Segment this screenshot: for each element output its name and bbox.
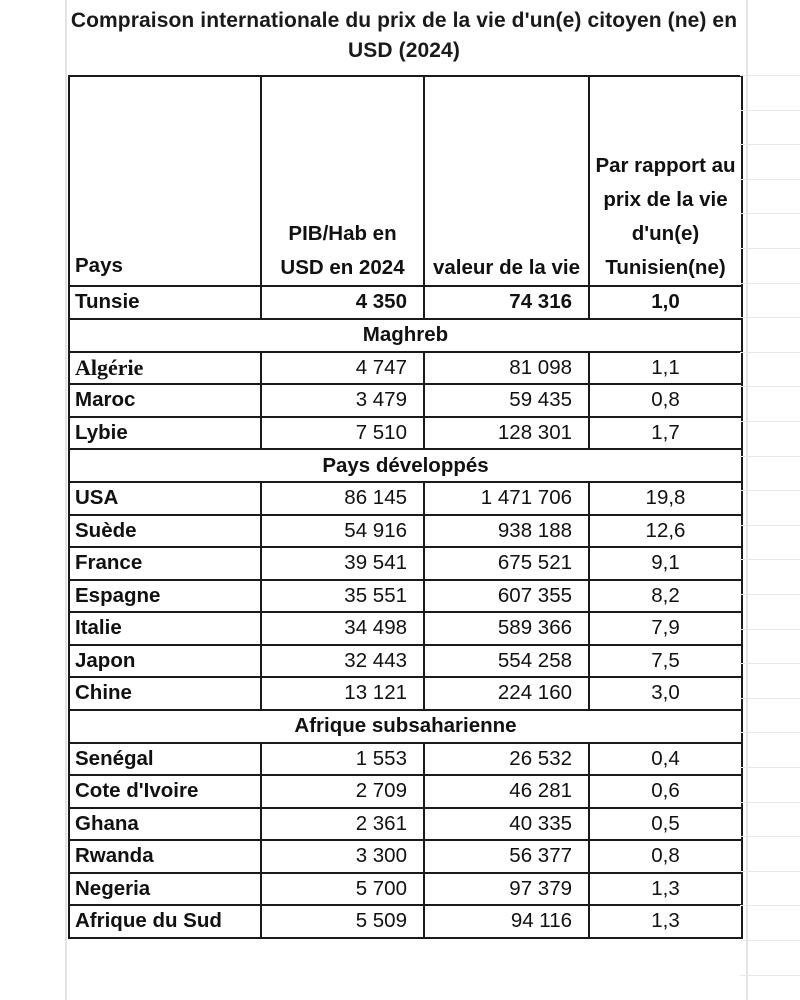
table-row [69,482,742,515]
country-cell[interactable]: Negeria [69,873,261,906]
country-cell[interactable]: Afrique du Sud [69,905,261,938]
value-cell[interactable]: 94 116 [424,905,589,938]
value-cell[interactable]: 224 160 [424,677,589,710]
sheet-gridline [740,525,800,526]
value-cell[interactable]: 589 366 [424,612,589,645]
value-cell[interactable]: 938 188 [424,515,589,548]
gdp-cell[interactable]: 7 510 [261,417,424,450]
ratio-cell[interactable]: 7,5 [589,645,742,678]
country-cell[interactable]: Japon [69,645,261,678]
sheet-gridline [740,698,800,699]
table-row [69,645,742,678]
table-row [69,547,742,580]
sheet-gridline [740,940,800,941]
table-row [69,384,742,417]
value-cell[interactable]: 26 532 [424,743,589,776]
ratio-cell[interactable]: 0,8 [589,384,742,417]
ratio-cell[interactable]: 0,6 [589,775,742,808]
value-cell[interactable]: 97 379 [424,873,589,906]
header-value[interactable]: valeur de la vie [424,76,589,286]
gdp-cell[interactable]: 4 350 [261,286,424,319]
value-cell[interactable]: 675 521 [424,547,589,580]
gdp-cell[interactable]: 3 300 [261,840,424,873]
section-header-row [69,710,742,743]
sheet-gridline [740,421,800,422]
country-cell[interactable]: Espagne [69,580,261,613]
sheet-gridline [740,144,800,145]
gdp-cell[interactable]: 35 551 [261,580,424,613]
ratio-cell[interactable]: 0,4 [589,743,742,776]
header-row [69,76,742,286]
table-row [69,775,742,808]
country-cell[interactable]: Chine [69,677,261,710]
table-row [69,873,742,906]
table-row [69,580,742,613]
table-row [69,840,742,873]
country-cell[interactable]: Lybie [69,417,261,450]
table-row [69,905,742,938]
sheet-gridline [740,802,800,803]
header-gdp[interactable]: PIB/Hab en USD en 2024 [261,76,424,286]
value-cell[interactable]: 56 377 [424,840,589,873]
country-cell[interactable]: France [69,547,261,580]
ratio-cell[interactable]: 1,3 [589,905,742,938]
sheet-gridline [740,110,800,111]
sheet-gridline [740,594,800,595]
gdp-cell[interactable]: 39 541 [261,547,424,580]
gdp-cell[interactable]: 5 509 [261,905,424,938]
value-cell[interactable]: 74 316 [424,286,589,319]
sheet-gridline [740,975,800,976]
sheet-gridline [740,283,800,284]
country-cell[interactable]: Ghana [69,808,261,841]
sheet-gridline [740,75,800,76]
section-label[interactable]: Afrique subsaharienne [69,710,742,743]
ratio-cell[interactable]: 8,2 [589,580,742,613]
value-cell[interactable]: 40 335 [424,808,589,841]
gdp-cell[interactable]: 86 145 [261,482,424,515]
ratio-cell[interactable]: 1,1 [589,352,742,385]
gdp-cell[interactable]: 5 700 [261,873,424,906]
section-header-row [69,319,742,352]
gdp-cell[interactable]: 2 361 [261,808,424,841]
sheet-gridline [746,0,748,1000]
sheet-gridline [740,836,800,837]
sheet-gridline [740,663,800,664]
sheet-gridline [740,559,800,560]
sheet-gridline [65,0,67,1000]
gdp-cell[interactable]: 34 498 [261,612,424,645]
value-cell[interactable]: 607 355 [424,580,589,613]
sheet-gridline [740,629,800,630]
table-row [69,677,742,710]
table-row [69,352,742,385]
ratio-cell[interactable]: 1,7 [589,417,742,450]
country-cell[interactable]: Maroc [69,384,261,417]
section-header-row [69,449,742,482]
ratio-cell[interactable]: 0,5 [589,808,742,841]
sheet-gridline [740,871,800,872]
header-country[interactable]: Pays [69,76,261,286]
sheet-gridline [740,905,800,906]
ratio-cell[interactable]: 7,9 [589,612,742,645]
sheet-gridline [740,352,800,353]
sheet-gridline [740,732,800,733]
sheet-gridline [740,767,800,768]
country-cell[interactable]: Senégal [69,743,261,776]
gdp-cell[interactable]: 4 747 [261,352,424,385]
value-cell[interactable]: 128 301 [424,417,589,450]
table-row [69,417,742,450]
country-cell[interactable]: Italie [69,612,261,645]
cost-of-life-table [68,75,743,939]
sheet-gridline [740,317,800,318]
value-cell[interactable]: 554 258 [424,645,589,678]
value-cell[interactable]: 1 471 706 [424,482,589,515]
sheet-gridline [740,386,800,387]
reference-row [69,286,742,319]
header-ratio[interactable]: Par rapport au prix de la vie d'un(e) Tunisien(ne) [589,76,742,286]
section-label[interactable]: Pays développés [69,449,742,482]
gdp-cell[interactable]: 3 479 [261,384,424,417]
ratio-cell[interactable]: 1,0 [589,286,742,319]
country-cell[interactable]: Tunsie [69,286,261,319]
value-cell[interactable]: 59 435 [424,384,589,417]
country-cell[interactable]: Cote d'Ivoire [69,775,261,808]
gdp-cell[interactable]: 13 121 [261,677,424,710]
table-row [69,743,742,776]
ratio-cell[interactable]: 1,3 [589,873,742,906]
country-cell[interactable]: Algérie [69,352,261,385]
table-row [69,612,742,645]
sheet-gridline [740,456,800,457]
value-cell[interactable]: 81 098 [424,352,589,385]
gdp-cell[interactable]: 2 709 [261,775,424,808]
gdp-cell[interactable]: 54 916 [261,515,424,548]
gdp-cell[interactable]: 32 443 [261,645,424,678]
sheet-gridline [740,213,800,214]
ratio-cell[interactable]: 0,8 [589,840,742,873]
country-cell[interactable]: USA [69,482,261,515]
section-label[interactable]: Maghreb [69,319,742,352]
table-title: Compraison internationale du prix de la vie d'un(e) citoyen (ne) en USD (2024) [70,9,738,62]
table-row [69,515,742,548]
sheet-gridline [740,179,800,180]
ratio-cell[interactable]: 12,6 [589,515,742,548]
sheet-gridline [740,490,800,491]
sheet-gridline [740,248,800,249]
country-cell[interactable]: Rwanda [69,840,261,873]
value-cell[interactable]: 46 281 [424,775,589,808]
table-row [69,808,742,841]
ratio-cell[interactable]: 9,1 [589,547,742,580]
gdp-cell[interactable]: 1 553 [261,743,424,776]
ratio-cell[interactable]: 19,8 [589,482,742,515]
country-cell[interactable]: Suède [69,515,261,548]
ratio-cell[interactable]: 3,0 [589,677,742,710]
